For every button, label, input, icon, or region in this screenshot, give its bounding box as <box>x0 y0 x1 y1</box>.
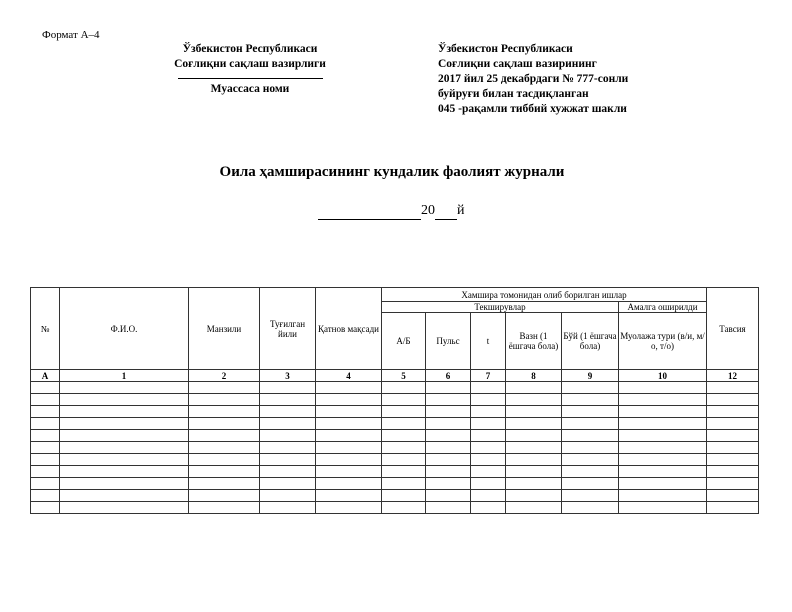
table-cell[interactable] <box>260 490 316 502</box>
column-number-row <box>31 370 759 382</box>
table-cell[interactable] <box>382 490 426 502</box>
table-cell[interactable] <box>562 430 619 442</box>
table-row <box>31 478 759 490</box>
table-cell[interactable] <box>316 406 382 418</box>
header-temp: t <box>471 313 506 370</box>
table-cell[interactable] <box>260 406 316 418</box>
table-cell[interactable] <box>316 394 382 406</box>
table-cell[interactable] <box>60 442 189 454</box>
table-cell[interactable] <box>471 442 506 454</box>
table-cell[interactable] <box>31 430 60 442</box>
table-cell[interactable] <box>189 502 260 514</box>
table-cell[interactable] <box>562 490 619 502</box>
table-cell[interactable] <box>260 502 316 514</box>
table-cell[interactable] <box>382 406 426 418</box>
table-cell[interactable] <box>426 466 471 478</box>
table-cell[interactable] <box>619 406 707 418</box>
header-visit-purpose: Қатнов мақсади <box>316 288 382 370</box>
table-cell[interactable] <box>707 430 759 442</box>
table-cell[interactable] <box>471 502 506 514</box>
table-cell[interactable] <box>31 382 60 394</box>
header-left-line3: Муассаса номи <box>210 83 290 95</box>
table-cell[interactable] <box>619 478 707 490</box>
table-cell[interactable] <box>60 406 189 418</box>
table-cell[interactable] <box>471 430 506 442</box>
table-cell[interactable] <box>707 478 759 490</box>
table-cell[interactable] <box>260 382 316 394</box>
table-row <box>31 406 759 418</box>
table-cell[interactable] <box>60 382 189 394</box>
table-cell[interactable] <box>189 430 260 442</box>
table-cell[interactable] <box>260 418 316 430</box>
table-cell[interactable] <box>31 442 60 454</box>
table-cell[interactable] <box>426 418 471 430</box>
table-cell[interactable] <box>619 382 707 394</box>
table-cell[interactable] <box>382 430 426 442</box>
table-cell[interactable] <box>316 418 382 430</box>
table-cell[interactable] <box>260 394 316 406</box>
header-right-line5: 045 -рақамли тиббий хужжат шакли <box>438 103 627 115</box>
table-cell[interactable] <box>707 502 759 514</box>
table-cell[interactable] <box>60 418 189 430</box>
colnum-cell: 9 <box>562 370 619 382</box>
table-row <box>31 430 759 442</box>
table-cell[interactable] <box>382 454 426 466</box>
table-cell[interactable] <box>426 490 471 502</box>
table-cell[interactable] <box>60 394 189 406</box>
table-cell[interactable] <box>562 394 619 406</box>
table-cell[interactable] <box>506 394 562 406</box>
header-right-line3: 2017 йил 25 декабрдаги № 777-сонли <box>438 73 629 85</box>
colnum-cell: 1 <box>60 370 189 382</box>
table-cell[interactable] <box>426 406 471 418</box>
table-cell[interactable] <box>562 466 619 478</box>
table-cell[interactable] <box>31 394 60 406</box>
table-cell[interactable] <box>471 466 506 478</box>
table-cell[interactable] <box>619 394 707 406</box>
colnum-cell: 10 <box>619 370 707 382</box>
table-cell[interactable] <box>506 382 562 394</box>
header-fio: Ф.И.О. <box>60 288 189 370</box>
header-nurse-work: Хамшира томонидан олиб борилган ишлар <box>382 288 707 302</box>
table-row <box>31 490 759 502</box>
table-cell[interactable] <box>426 478 471 490</box>
table-cell[interactable] <box>60 466 189 478</box>
table-cell[interactable] <box>707 418 759 430</box>
institution-name-blank <box>178 72 323 79</box>
table-cell[interactable] <box>382 442 426 454</box>
format-label: Формат А–4 <box>42 29 100 41</box>
year-suffix: й <box>457 203 465 218</box>
table-row <box>31 466 759 478</box>
table-cell[interactable] <box>562 382 619 394</box>
table-cell[interactable] <box>60 490 189 502</box>
table-cell[interactable] <box>60 430 189 442</box>
header-right-line2: Соғлиқни сақлаш вазирининг <box>438 58 597 70</box>
table-cell[interactable] <box>506 466 562 478</box>
colnum-cell: 12 <box>707 370 759 382</box>
colnum-cell: 3 <box>260 370 316 382</box>
colnum-cell: 8 <box>506 370 562 382</box>
colnum-cell: 2 <box>189 370 260 382</box>
table-cell[interactable] <box>316 382 382 394</box>
table-cell[interactable] <box>619 466 707 478</box>
table-cell[interactable] <box>562 454 619 466</box>
table-cell[interactable] <box>260 466 316 478</box>
year-blank <box>435 203 457 220</box>
header-recommendation: Тавсия <box>707 288 759 370</box>
table-cell[interactable] <box>619 418 707 430</box>
table-cell[interactable] <box>31 466 60 478</box>
table-cell[interactable] <box>189 490 260 502</box>
table-cell[interactable] <box>382 478 426 490</box>
year-prefix: 20 <box>421 203 435 218</box>
table-cell[interactable] <box>382 382 426 394</box>
table-cell[interactable] <box>471 382 506 394</box>
table-cell[interactable] <box>471 406 506 418</box>
header-performed: Амалга оширилди <box>619 302 707 313</box>
header-left <box>150 42 350 97</box>
table-cell[interactable] <box>382 502 426 514</box>
table-cell[interactable] <box>316 466 382 478</box>
date-blank <box>318 203 421 220</box>
table-cell[interactable] <box>260 430 316 442</box>
page-title: Оила ҳамширасининг кундалик фаолият журнали <box>219 164 565 180</box>
table-cell[interactable] <box>707 454 759 466</box>
table-cell[interactable] <box>189 478 260 490</box>
table-cell[interactable] <box>60 478 189 490</box>
header-no: № <box>31 288 60 370</box>
header-pulse: Пульс <box>426 313 471 370</box>
table-row <box>31 454 759 466</box>
table-cell[interactable] <box>707 382 759 394</box>
table-cell[interactable] <box>562 478 619 490</box>
table-cell[interactable] <box>316 478 382 490</box>
table-cell[interactable] <box>260 454 316 466</box>
table-row <box>31 394 759 406</box>
table-cell[interactable] <box>189 406 260 418</box>
table-cell[interactable] <box>426 442 471 454</box>
header-left-line2: Соғлиқни сақлаш вазирлиги <box>174 58 326 70</box>
table-cell[interactable] <box>562 406 619 418</box>
table-cell[interactable] <box>31 418 60 430</box>
header-right <box>438 42 628 117</box>
table-row <box>31 502 759 514</box>
table-cell[interactable] <box>31 478 60 490</box>
table-cell[interactable] <box>189 394 260 406</box>
header-right-line1: Ўзбекистон Республикаси <box>438 43 573 55</box>
table-cell[interactable] <box>506 454 562 466</box>
table-cell[interactable] <box>506 490 562 502</box>
table-cell[interactable] <box>260 478 316 490</box>
table-cell[interactable] <box>31 490 60 502</box>
header-weight: Вазн (1 ёшгача бола) <box>506 313 562 370</box>
table-cell[interactable] <box>426 394 471 406</box>
table-cell[interactable] <box>60 454 189 466</box>
date-line <box>318 203 465 220</box>
table-cell[interactable] <box>562 418 619 430</box>
table-cell[interactable] <box>426 502 471 514</box>
colnum-cell: 6 <box>426 370 471 382</box>
table-cell[interactable] <box>707 394 759 406</box>
header-height: Бўй (1 ёшгача бола) <box>562 313 619 370</box>
table-cell[interactable] <box>562 442 619 454</box>
header-address: Манзили <box>189 288 260 370</box>
table-row <box>31 418 759 430</box>
table-cell[interactable] <box>506 406 562 418</box>
table-cell[interactable] <box>471 454 506 466</box>
table-cell[interactable] <box>619 454 707 466</box>
table-row <box>31 442 759 454</box>
table-row <box>31 382 759 394</box>
header-left-line1: Ўзбекистон Республикаси <box>182 43 318 55</box>
colnum-cell: 5 <box>382 370 426 382</box>
colnum-cell: 7 <box>471 370 506 382</box>
table-cell[interactable] <box>506 418 562 430</box>
header-bp: А/Б <box>382 313 426 370</box>
colnum-cell: А <box>31 370 60 382</box>
header-birth-year: Туғилган йили <box>260 288 316 370</box>
table-cell[interactable] <box>562 502 619 514</box>
table-cell[interactable] <box>426 454 471 466</box>
header-right-line4: буйруғи билан тасдиқланган <box>438 88 589 100</box>
table-cell[interactable] <box>707 490 759 502</box>
table-cell[interactable] <box>189 454 260 466</box>
table-cell[interactable] <box>426 430 471 442</box>
table-cell[interactable] <box>31 502 60 514</box>
table-cell[interactable] <box>506 442 562 454</box>
header-treatment: Муолажа тури (в/и, м/о, т/о) <box>619 313 707 370</box>
table-cell[interactable] <box>707 406 759 418</box>
table-cell[interactable] <box>426 382 471 394</box>
blank-rows <box>31 382 759 514</box>
header-examinations: Текширувлар <box>382 302 619 313</box>
table-cell[interactable] <box>619 442 707 454</box>
table-cell[interactable] <box>506 502 562 514</box>
table-cell[interactable] <box>619 502 707 514</box>
table-cell[interactable] <box>471 490 506 502</box>
table-cell[interactable] <box>189 418 260 430</box>
table-cell[interactable] <box>382 466 426 478</box>
table-cell[interactable] <box>189 466 260 478</box>
table-cell[interactable] <box>316 442 382 454</box>
table-cell[interactable] <box>316 454 382 466</box>
table-cell[interactable] <box>189 442 260 454</box>
table-cell[interactable] <box>707 466 759 478</box>
table-cell[interactable] <box>316 490 382 502</box>
table-cell[interactable] <box>707 442 759 454</box>
table-cell[interactable] <box>471 478 506 490</box>
table-cell[interactable] <box>382 418 426 430</box>
table-cell[interactable] <box>471 394 506 406</box>
table-cell[interactable] <box>31 454 60 466</box>
table-cell[interactable] <box>619 490 707 502</box>
table-cell[interactable] <box>382 394 426 406</box>
table-cell[interactable] <box>619 430 707 442</box>
journal-table <box>30 287 759 514</box>
table-cell[interactable] <box>316 502 382 514</box>
table-cell[interactable] <box>189 382 260 394</box>
table-cell[interactable] <box>60 502 189 514</box>
table-cell[interactable] <box>316 430 382 442</box>
table-cell[interactable] <box>506 430 562 442</box>
table-cell[interactable] <box>471 418 506 430</box>
table-cell[interactable] <box>506 478 562 490</box>
table-cell[interactable] <box>31 406 60 418</box>
table-cell[interactable] <box>260 442 316 454</box>
colnum-cell: 4 <box>316 370 382 382</box>
